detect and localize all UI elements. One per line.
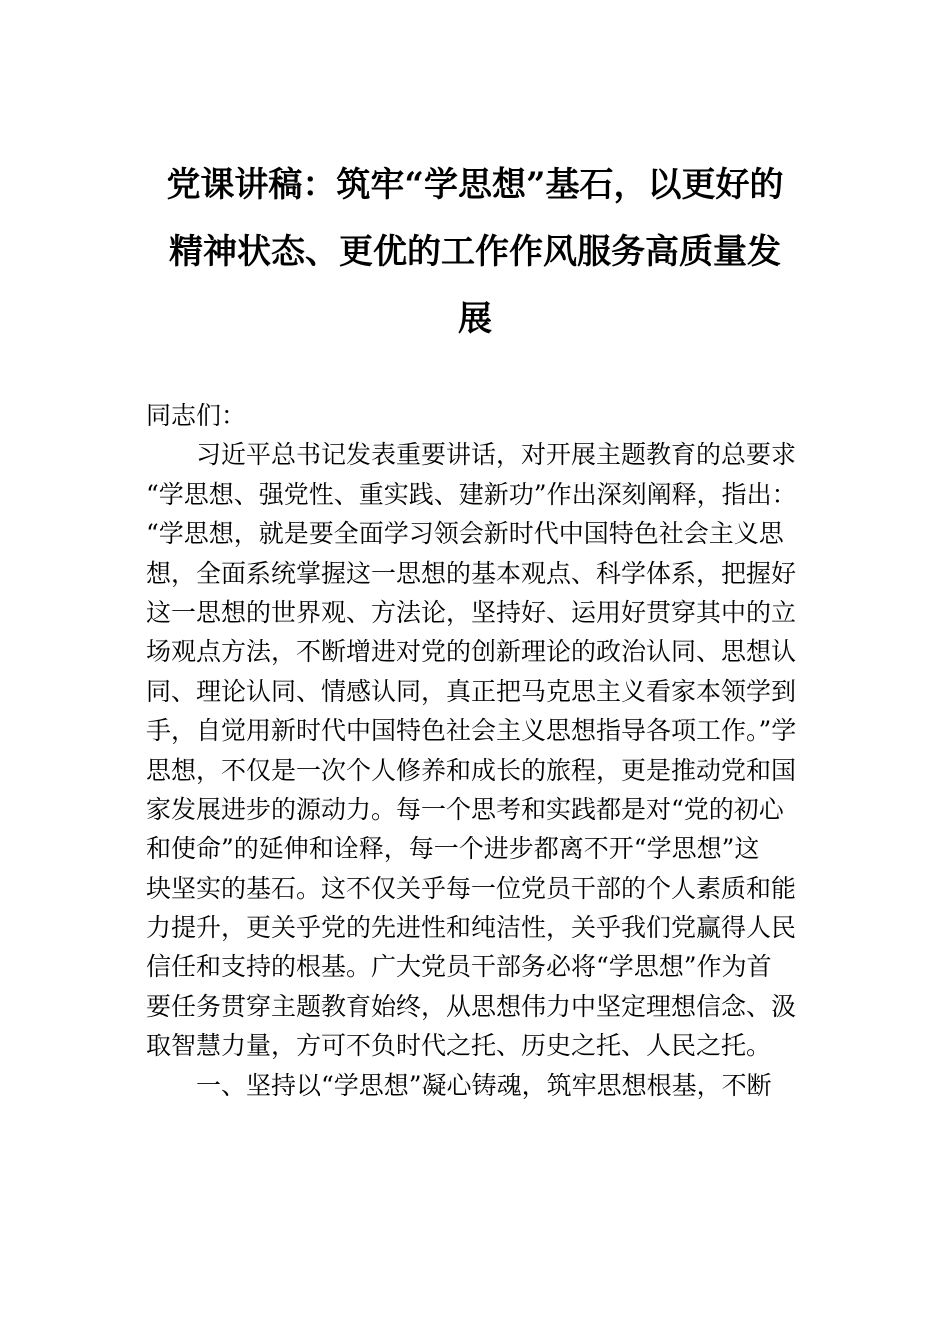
paragraph-line: 家发展进步的源动力。每一个思考和实践都是对“党的初心 (146, 794, 784, 824)
paragraph-line: 思想，不仅是一次个人修养和成长的旅程，更是推动党和国 (146, 755, 797, 785)
paragraph-line: 想，全面系统掌握这一思想的基本观点、科学体系，把握好 (146, 558, 797, 588)
salutation: 同志们： (146, 401, 247, 430)
paragraph-line: “学思想，就是要全面学习领会新时代中国特色社会主义思 (146, 519, 784, 549)
paragraph-line: 要任务贯穿主题教育始终，从思想伟力中坚定理想信念、汲 (146, 991, 797, 1021)
paragraph-line: 力提升，更关乎党的先进性和纯洁性，关乎我们党赢得人民 (146, 913, 797, 943)
title-line: 党课讲稿：筑牢“学思想”基石，以更好的 (166, 165, 784, 205)
paragraph-line: 场观点方法，不断增进对党的创新理论的政治认同、思想认 (146, 637, 797, 667)
paragraph-line: 和使命”的延伸和诠释，每一个进步都离不开“学思想”这 (146, 834, 760, 864)
title-line: 展 (458, 299, 492, 339)
document-body (146, 396, 806, 1105)
paragraph-line: 信任和支持的根基。广大党员干部务必将“学思想”作为首 (146, 952, 772, 982)
paragraph-line: 习近平总书记发表重要讲话，对开展主题教育的总要求 (196, 440, 797, 470)
paragraph-line: 同、理论认同、情感认同，真正把马克思主义看家本领学到 (146, 676, 797, 706)
document-title (140, 152, 810, 353)
paragraph-line: “学思想、强党性、重实践、建新功”作出深刻阐释，指出： (146, 479, 797, 509)
paragraph-line: 块坚实的基石。这不仅关乎每一位党员干部的个人素质和能 (146, 873, 797, 903)
paragraph-line: 这一思想的世界观、方法论，坚持好、运用好贯穿其中的立 (146, 597, 797, 627)
title-line: 精神状态、更优的工作作风服务高质量发 (169, 232, 781, 272)
paragraph-line: 手，自觉用新时代中国特色社会主义思想指导各项工作。”学 (146, 716, 797, 746)
section-heading-line: 一、坚持以“学思想”凝心铸魂，筑牢思想根基，不断 (196, 1070, 772, 1100)
paragraph-line: 取智慧力量，方可不负时代之托、历史之托、人民之托。 (146, 1031, 772, 1061)
